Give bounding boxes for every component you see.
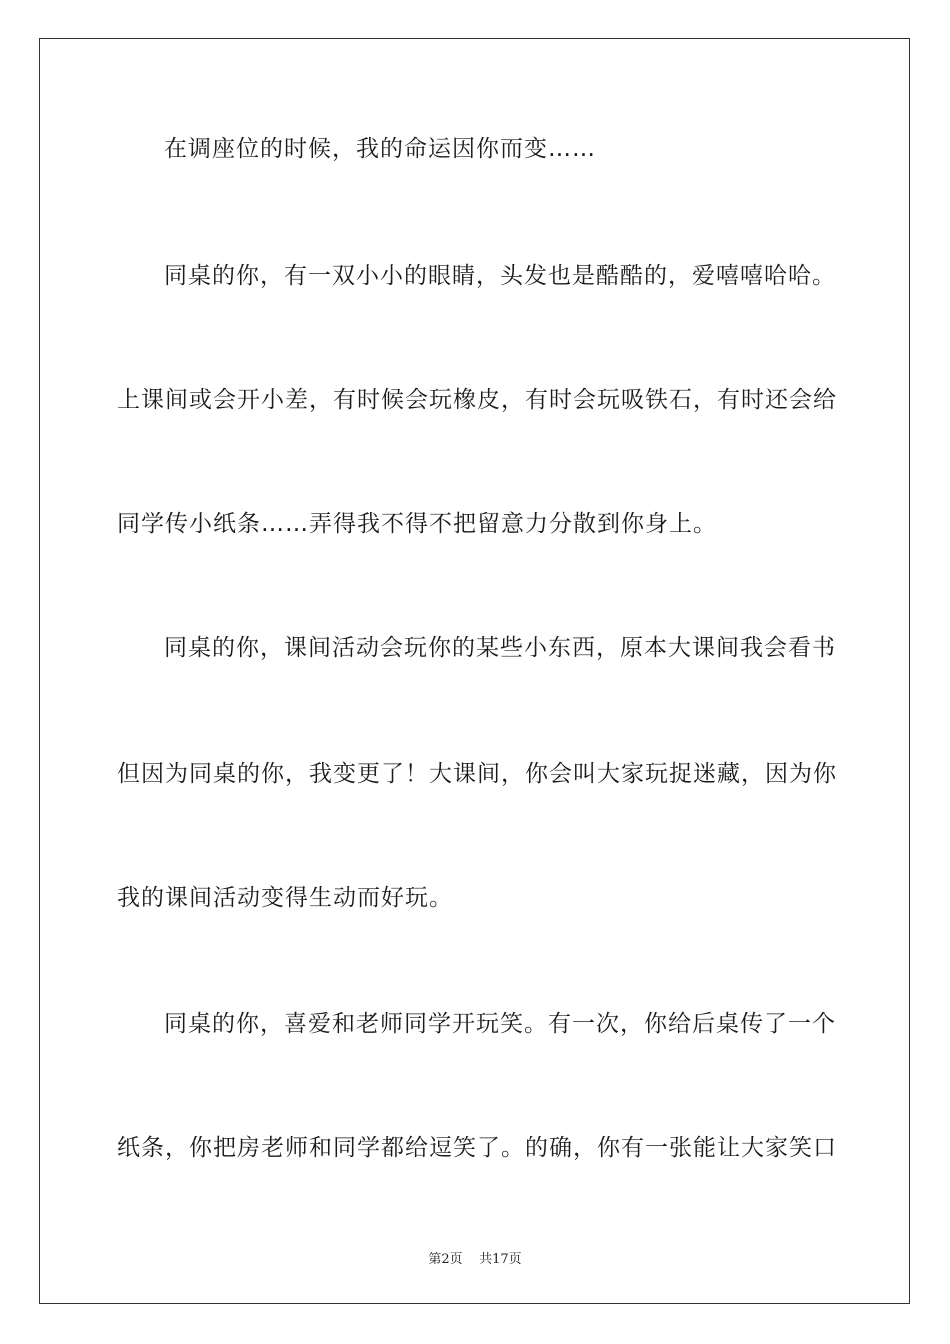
paragraph-line: 但因为同桌的你，我变更了！大课间，你会叫大家玩捉迷藏，因为你 <box>117 761 837 787</box>
page-border <box>39 38 910 1304</box>
paragraph-line: 上课间或会开小差，有时候会玩橡皮，有时会玩吸铁石，有时还会给 <box>117 387 837 413</box>
paragraph-line: 纸条，你把房老师和同学都给逗笑了。的确，你有一张能让大家笑口 <box>117 1135 837 1161</box>
paragraph-line: 在调座位的时候，我的命运因你而变…… <box>164 136 596 162</box>
paragraph-line: 同桌的你，有一双小小的眼睛，头发也是酷酷的，爱嘻嘻哈哈。 <box>164 263 836 289</box>
page-total: 共17页 <box>479 1252 522 1267</box>
page-footer <box>0 1248 950 1267</box>
paragraph-line: 同桌的你，课间活动会玩你的某些小东西，原本大课间我会看书 <box>164 635 836 661</box>
paragraph-line: 同桌的你，喜爱和老师同学开玩笑。有一次，你给后桌传了一个 <box>164 1011 836 1037</box>
paragraph-line: 同学传小纸条……弄得我不得不把留意力分散到你身上。 <box>117 511 717 537</box>
paragraph-line: 我的课间活动变得生动而好玩。 <box>117 885 453 911</box>
page-number: 第2页 <box>428 1252 463 1267</box>
